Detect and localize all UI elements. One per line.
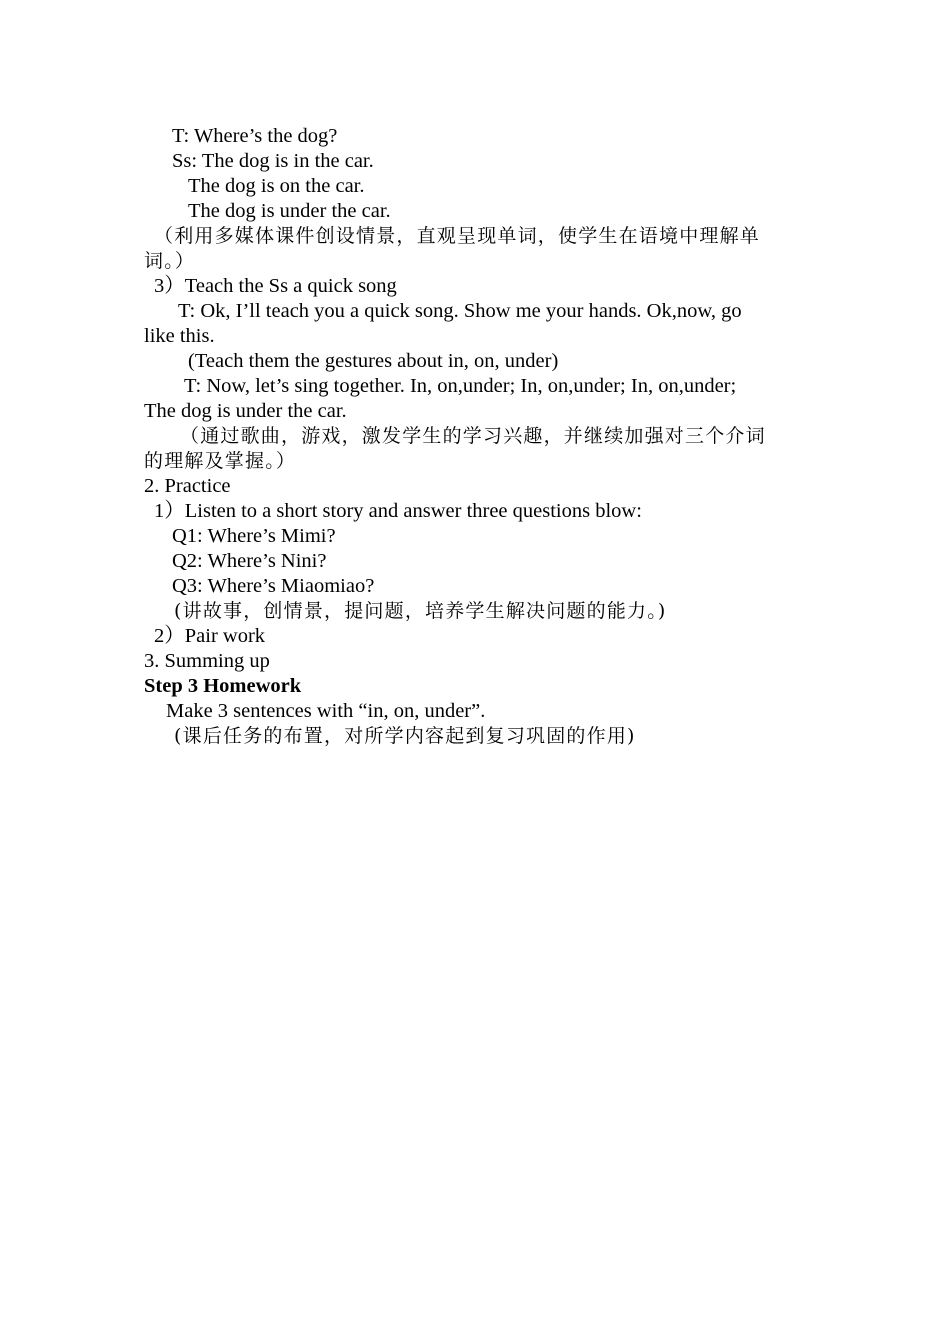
question-3: Q3: Where’s Miaomiao? <box>172 575 375 597</box>
sing-together-line-1: T: Now, let’s sing together. In, on,under; In, on,under; In, on,under; <box>184 375 737 397</box>
teaching-note-4: (课后任务的布置，对所学内容起到复习巩固的作用) <box>174 725 636 747</box>
dialogue-student-answer: Ss: The dog is in the car. <box>172 150 374 172</box>
dialogue-student-answer-3: The dog is under the car. <box>188 200 391 222</box>
section-summing-up-heading: 3. Summing up <box>144 650 270 672</box>
sing-together-line-2: The dog is under the car. <box>144 400 347 422</box>
listen-story-step: 1）Listen to a short story and answer three questions blow: <box>154 500 642 522</box>
dialogue-student-answer-2: The dog is on the car. <box>188 175 365 197</box>
homework-task: Make 3 sentences with “in, on, under”. <box>166 700 486 722</box>
teaching-note-3: (讲故事，创情景，提问题，培养学生解决问题的能力。) <box>174 600 667 622</box>
song-instruction-line-1: T: Ok, I’ll teach you a quick song. Show me your hands. Ok,now, go <box>178 300 742 322</box>
teaching-note-2-line-1: （通过歌曲，游戏，激发学生的学习兴趣，并继续加强对三个介词 <box>180 425 766 447</box>
homework-heading: Step 3 Homework <box>144 675 302 697</box>
teaching-note-2-line-2: 的理解及掌握。） <box>144 450 297 472</box>
gesture-note: (Teach them the gestures about in, on, under) <box>188 350 559 372</box>
question-2: Q2: Where’s Nini? <box>172 550 327 572</box>
teaching-note-1-line-2: 词。） <box>144 250 196 272</box>
document-body <box>144 124 806 749</box>
section-practice-heading: 2. Practice <box>144 475 231 497</box>
step-song-heading: 3）Teach the Ss a quick song <box>154 275 397 297</box>
question-1: Q1: Where’s Mimi? <box>172 525 336 547</box>
teaching-note-1-line-1: （利用多媒体课件创设情景，直观呈现单词，使学生在语境中理解单 <box>154 225 761 247</box>
dialogue-teacher-question: T: Where’s the dog? <box>172 125 338 147</box>
song-instruction-line-2: like this. <box>144 325 215 347</box>
pair-work-step: 2）Pair work <box>154 625 266 647</box>
